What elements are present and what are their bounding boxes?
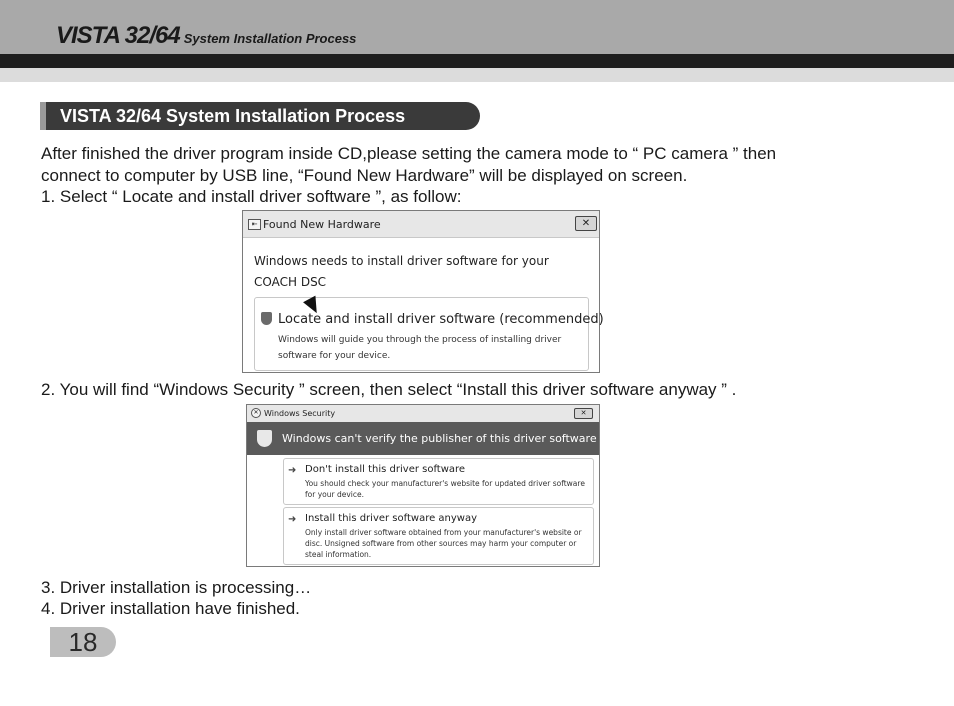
dialog-titlebar (243, 211, 599, 238)
dialog-title: Windows Security (264, 409, 336, 418)
dialog-title: Found New Hardware (263, 218, 381, 231)
dialog-titlebar (247, 405, 599, 423)
header-title-main: VISTA 32/64 (56, 22, 180, 49)
install-anyway-option[interactable] (283, 507, 594, 565)
hardware-icon: ⇤ (248, 219, 261, 230)
option-description: Only install driver software obtained from your manufacturer's website or disc. Unsigned software from other sources may harm your computer or steal information. (305, 528, 582, 559)
dialog-message: Windows needs to install driver software for your COACH DSC (254, 254, 549, 289)
security-icon: ✕ (251, 408, 261, 418)
header-title-sub: System Installation Process (183, 31, 357, 46)
warning-shield-icon (257, 430, 272, 447)
step-3-text: 3. Driver installation is processing… (41, 578, 312, 597)
step-1-text: 1. Select “ Locate and install driver software ”, as follow: (41, 187, 462, 206)
step-4-text: 4. Driver installation have finished. (41, 599, 300, 618)
header-divider-light (0, 68, 954, 82)
intro-line-2: connect to computer by USB line, “Found New Hardware” will be displayed on screen. (41, 166, 688, 185)
option-title: Locate and install driver software (recommended) (278, 312, 604, 327)
option-description: Windows will guide you through the process of installing driver software for your device. (278, 335, 562, 361)
locate-install-option[interactable] (254, 297, 604, 371)
windows-security-dialog (246, 404, 600, 567)
dont-install-option[interactable] (283, 458, 594, 505)
close-button[interactable]: ✕ (575, 216, 597, 231)
step-2-text: 2. You will find “Windows Security ” screen, then select “Install this driver software anyway ” . (41, 380, 737, 399)
found-new-hardware-dialog (242, 210, 604, 373)
arrow-icon: ➜ (288, 465, 297, 476)
arrow-icon: ➜ (288, 514, 297, 525)
header-divider-dark (0, 54, 954, 68)
option-description: You should check your manufacturer's website for updated driver software for your device. (305, 479, 585, 499)
banner-text: Windows can't verify the publisher of this driver software (282, 432, 597, 445)
section-heading: VISTA 32/64 System Installation Process (40, 102, 480, 130)
shield-icon (261, 312, 272, 325)
page-header-title (56, 22, 356, 50)
page-number: 18 (50, 627, 116, 657)
warning-banner (247, 422, 599, 455)
close-button[interactable]: ✕ (574, 408, 593, 419)
intro-line-1: After finished the driver program inside CD,please setting the camera mode to “ PC camera ” then (41, 144, 777, 163)
option-title: Don't install this driver software (305, 464, 466, 475)
option-title: Install this driver software anyway (305, 513, 478, 524)
